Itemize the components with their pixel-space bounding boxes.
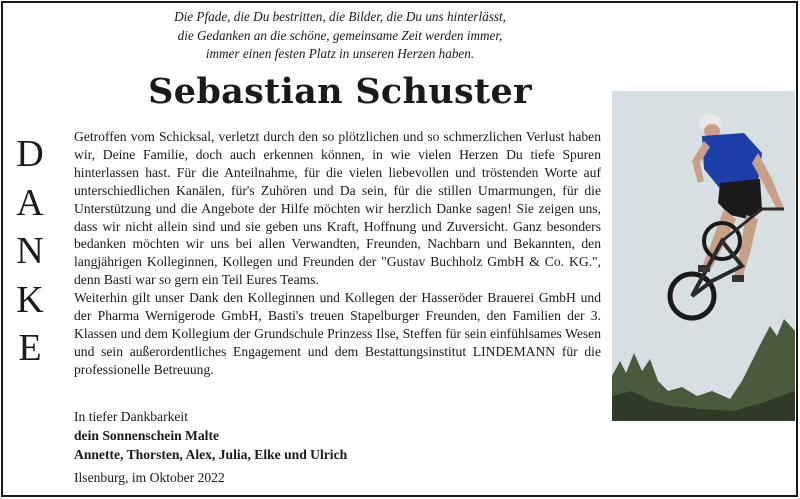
danke-letter: D <box>16 133 44 175</box>
quote-line: immer einen festen Platz in unseren Herzen haben. <box>205 46 475 61</box>
body-paragraph: Getroffen vom Schicksal, verletzt durch den so plötzlichen und so schmerzlichen Verlust haben wir, Deine Familie, doch auch erkennen können, in wie vielen Herzen Du tiefe Spuren hinterlassen hast. Für die Anteilnahme, für die vielen liebevollen und tröstenden Worte auf unterschiedlichen Kanälen, für's Zuhören und Da sein, für die stillen Umarmungen, für die Unterstützung und die Angebote der Hilfe möchten wir herzlich Danke sagen! Sie zeigen uns, dass wir nicht allein sind und sie geben uns Kraft, Hoffnung und Zuversicht. Ganz besonders bedanken möchten wir uns bei allen Verwandten, Freunden, Nachbarn und Bekannten, den langjährigen Kolleginnen, Kollegen und Freunden der "Gustav Buchholz GmbH & Co. KG.", denn Basti war so gern ein Teil Eures Teams. <box>74 129 601 288</box>
cyclist-jumping-photo <box>612 91 795 421</box>
body-paragraph: Weiterhin gilt unser Dank den Kolleginnen und Kollegen der Hasseröder Brauerei GmbH und der Pharma Wernigerode GmbH, Basti's treuen Stapelburger Freunden, den Familien der 3. Klassen und dem Kollegium der Grundschule Prinzess Ilse, Steffen für sein einfühlsames Wesen und sein außerordentliches Engagement und dem Bestattungsinstitut LINDEMANN für die professionelle Betreuung. <box>74 290 601 377</box>
danke-letter: A <box>16 181 44 224</box>
danke-letter: E <box>18 327 42 369</box>
closing-signature: dein Sonnenschein Malte <box>74 428 220 443</box>
place-date: Ilsenburg, im Oktober 2022 <box>74 470 225 485</box>
closing-block <box>74 407 434 464</box>
danke-letter: K <box>16 278 44 321</box>
danke-vertical-word <box>0 130 60 373</box>
thank-you-text <box>74 128 601 379</box>
quote-line: Die Pfade, die Du bestritten, die Bilder, die Du uns hinterlässt, <box>174 9 506 24</box>
quote-line: die Gedanken an die schöne, gemeinsame Zeit werden immer, <box>177 27 503 43</box>
deceased-name: Sebastian Schuster <box>148 71 532 112</box>
danke-letter: N <box>16 230 44 272</box>
closing-signature: Annette, Thorsten, Alex, Julia, Elke und Ulrich <box>74 447 348 462</box>
closing-intro: In tiefer Dankbarkeit <box>74 409 188 424</box>
memorial-quote <box>120 8 560 64</box>
